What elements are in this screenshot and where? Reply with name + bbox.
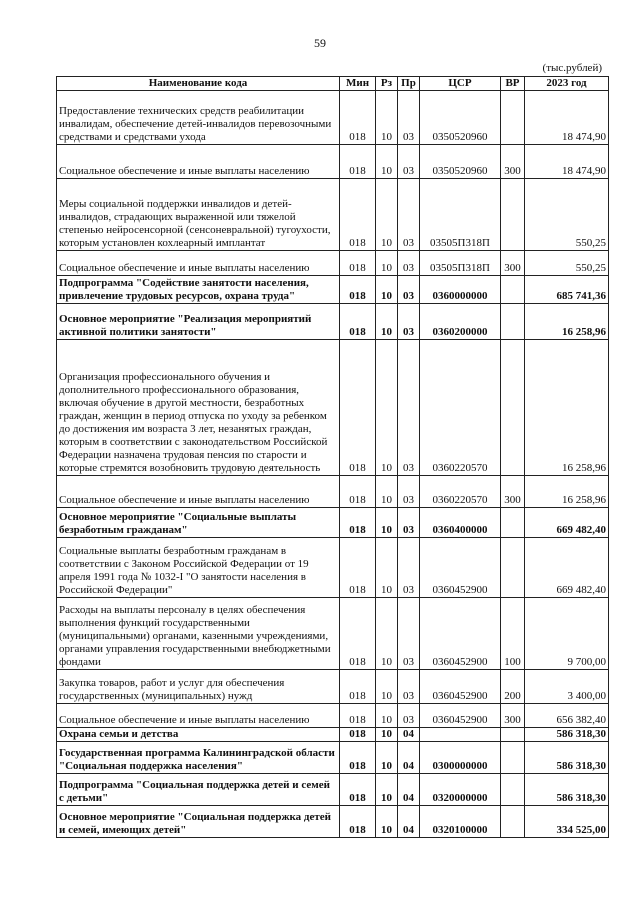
- cell-csr: 0360452900: [420, 670, 501, 704]
- cell-min: 018: [340, 179, 376, 251]
- cell-rz: 10: [376, 476, 398, 508]
- cell-pr: 04: [398, 774, 420, 806]
- cell-min: 018: [340, 304, 376, 340]
- cell-min: 018: [340, 251, 376, 276]
- cell-amount: 334 525,00: [525, 806, 609, 838]
- table-row: [57, 91, 609, 145]
- header-year: 2023 год: [525, 77, 609, 91]
- cell-csr: 0360200000: [420, 304, 501, 340]
- cell-min: 018: [340, 774, 376, 806]
- cell-name: Подпрограмма "Содействие занятости населения, привлечение трудовых ресурсов, охрана труда": [57, 276, 340, 304]
- cell-vr: [501, 806, 525, 838]
- cell-rz: 10: [376, 508, 398, 538]
- cell-pr: 03: [398, 276, 420, 304]
- cell-csr: 0360400000: [420, 508, 501, 538]
- cell-amount: 16 258,96: [525, 304, 609, 340]
- cell-rz: 10: [376, 276, 398, 304]
- table-header: [57, 77, 609, 91]
- cell-rz: 10: [376, 670, 398, 704]
- cell-vr: [501, 742, 525, 774]
- cell-rz: 10: [376, 538, 398, 598]
- cell-pr: 03: [398, 704, 420, 728]
- cell-csr: 0360452900: [420, 538, 501, 598]
- cell-vr: [501, 91, 525, 145]
- cell-pr: 03: [398, 670, 420, 704]
- cell-pr: 03: [398, 476, 420, 508]
- cell-vr: 300: [501, 476, 525, 508]
- cell-vr: [501, 179, 525, 251]
- cell-pr: 03: [398, 179, 420, 251]
- cell-pr: 03: [398, 91, 420, 145]
- cell-min: 018: [340, 538, 376, 598]
- cell-name: Социальное обеспечение и иные выплаты населению: [57, 251, 340, 276]
- cell-csr: 0360220570: [420, 476, 501, 508]
- cell-csr: 0360452900: [420, 598, 501, 670]
- cell-min: 018: [340, 276, 376, 304]
- cell-min: 018: [340, 340, 376, 476]
- header-csr: ЦСР: [420, 77, 501, 91]
- cell-name: Меры социальной поддержки инвалидов и детей-инвалидов, страдающих выраженной или тяжелой степенью нейросенсорной (сенсоневральной) тугоухости, которым установлен кохлеарный имплантат: [57, 179, 340, 251]
- cell-rz: 10: [376, 774, 398, 806]
- cell-vr: 200: [501, 670, 525, 704]
- table-row: [57, 728, 609, 742]
- table-row: [57, 304, 609, 340]
- cell-name: Организация профессионального обучения и дополнительного профессионального образования, включая обучение в другой местности, безработных граждан, женщин в период отпуска по уходу за ребенком до достижения им возраста 3 лет, незанятых граждан, которым в соответствии с законодательством Российской Федерации назначена трудовая пенсия по старости и которые стремятся возобновить трудовую деятельность: [57, 340, 340, 476]
- cell-csr: 0350520960: [420, 145, 501, 179]
- cell-vr: 100: [501, 598, 525, 670]
- cell-rz: 10: [376, 742, 398, 774]
- cell-amount: 685 741,36: [525, 276, 609, 304]
- cell-name: Социальное обеспечение и иные выплаты населению: [57, 476, 340, 508]
- table-row: [57, 704, 609, 728]
- cell-min: 018: [340, 704, 376, 728]
- cell-vr: [501, 340, 525, 476]
- cell-csr: 0320100000: [420, 806, 501, 838]
- cell-min: 018: [340, 91, 376, 145]
- table-row: [57, 340, 609, 476]
- cell-name: Социальные выплаты безработным гражданам в соответствии с Законом Российской Федерации от 19 апреля 1991 года № 1032-I "О занятости населения в Российской Федерации": [57, 538, 340, 598]
- table-row: [57, 670, 609, 704]
- cell-pr: 04: [398, 728, 420, 742]
- cell-vr: 300: [501, 145, 525, 179]
- cell-csr: 0360452900: [420, 704, 501, 728]
- cell-name: Предоставление технических средств реабилитации инвалидам, обеспечение детей-инвалидов перевозочными средствами и средствами ухода: [57, 91, 340, 145]
- cell-pr: 04: [398, 806, 420, 838]
- cell-name: Охрана семьи и детства: [57, 728, 340, 742]
- header-rz: Рз: [376, 77, 398, 91]
- cell-vr: [501, 304, 525, 340]
- cell-csr: 03505П318П: [420, 179, 501, 251]
- cell-amount: 669 482,40: [525, 508, 609, 538]
- cell-rz: 10: [376, 145, 398, 179]
- cell-min: 018: [340, 670, 376, 704]
- cell-amount: 9 700,00: [525, 598, 609, 670]
- cell-name: Основное мероприятие "Реализация мероприятий активной политики занятости": [57, 304, 340, 340]
- table-row: [57, 774, 609, 806]
- cell-csr: 0320000000: [420, 774, 501, 806]
- header-min: Мин: [340, 77, 376, 91]
- budget-table: [56, 76, 609, 838]
- cell-vr: [501, 728, 525, 742]
- cell-csr: 0360220570: [420, 340, 501, 476]
- cell-rz: 10: [376, 251, 398, 276]
- cell-pr: 03: [398, 304, 420, 340]
- cell-pr: 03: [398, 145, 420, 179]
- units-label: (тыс.рублей): [542, 62, 602, 74]
- cell-name: Социальное обеспечение и иные выплаты населению: [57, 145, 340, 179]
- cell-amount: 550,25: [525, 251, 609, 276]
- cell-amount: 586 318,30: [525, 742, 609, 774]
- cell-amount: 669 482,40: [525, 538, 609, 598]
- cell-rz: 10: [376, 598, 398, 670]
- cell-min: 018: [340, 598, 376, 670]
- cell-vr: [501, 538, 525, 598]
- cell-pr: 03: [398, 251, 420, 276]
- cell-amount: 16 258,96: [525, 340, 609, 476]
- cell-amount: 586 318,30: [525, 774, 609, 806]
- cell-amount: 3 400,00: [525, 670, 609, 704]
- header-pr: Пр: [398, 77, 420, 91]
- cell-pr: 03: [398, 598, 420, 670]
- cell-min: 018: [340, 145, 376, 179]
- table-row: [57, 538, 609, 598]
- cell-amount: 18 474,90: [525, 145, 609, 179]
- table-row: [57, 598, 609, 670]
- cell-pr: 03: [398, 508, 420, 538]
- cell-vr: 300: [501, 251, 525, 276]
- cell-amount: 18 474,90: [525, 91, 609, 145]
- cell-min: 018: [340, 742, 376, 774]
- cell-min: 018: [340, 476, 376, 508]
- cell-name: Расходы на выплаты персоналу в целях обеспечения выполнения функций государственными (муниципальными) органами, казенными учреждениями, органами управления государственными внебюджетными фондами: [57, 598, 340, 670]
- cell-vr: [501, 276, 525, 304]
- cell-amount: 550,25: [525, 179, 609, 251]
- cell-name: Подпрограмма "Социальная поддержка детей и семей с детьми": [57, 774, 340, 806]
- cell-vr: [501, 774, 525, 806]
- cell-rz: 10: [376, 179, 398, 251]
- cell-csr: 03505П318П: [420, 251, 501, 276]
- table-row: [57, 742, 609, 774]
- cell-pr: 03: [398, 340, 420, 476]
- table-row: [57, 476, 609, 508]
- cell-min: 018: [340, 806, 376, 838]
- cell-pr: 04: [398, 742, 420, 774]
- cell-vr: 300: [501, 704, 525, 728]
- table-row: [57, 145, 609, 179]
- cell-pr: 03: [398, 538, 420, 598]
- cell-amount: 656 382,40: [525, 704, 609, 728]
- cell-name: Основное мероприятие "Социальная поддержка детей и семей, имеющих детей": [57, 806, 340, 838]
- table-row: [57, 179, 609, 251]
- cell-name: Государственная программа Калининградской области "Социальная поддержка населения": [57, 742, 340, 774]
- cell-csr: 0360000000: [420, 276, 501, 304]
- page-number: 59: [314, 36, 326, 50]
- cell-amount: 16 258,96: [525, 476, 609, 508]
- cell-vr: [501, 508, 525, 538]
- table-row: [57, 276, 609, 304]
- table-row: [57, 806, 609, 838]
- cell-rz: 10: [376, 304, 398, 340]
- cell-rz: 10: [376, 806, 398, 838]
- cell-name: Социальное обеспечение и иные выплаты населению: [57, 704, 340, 728]
- cell-name: Основное мероприятие "Социальные выплаты безработным гражданам": [57, 508, 340, 538]
- cell-rz: 10: [376, 728, 398, 742]
- table-row: [57, 251, 609, 276]
- header-vr: ВР: [501, 77, 525, 91]
- cell-rz: 10: [376, 704, 398, 728]
- table-row: [57, 508, 609, 538]
- cell-name: Закупка товаров, работ и услуг для обеспечения государственных (муниципальных) нужд: [57, 670, 340, 704]
- header-name: Наименование кода: [57, 77, 340, 91]
- cell-csr: [420, 728, 501, 742]
- cell-rz: 10: [376, 91, 398, 145]
- cell-min: 018: [340, 508, 376, 538]
- cell-csr: 0300000000: [420, 742, 501, 774]
- cell-amount: 586 318,30: [525, 728, 609, 742]
- cell-csr: 0350520960: [420, 91, 501, 145]
- cell-rz: 10: [376, 340, 398, 476]
- cell-min: 018: [340, 728, 376, 742]
